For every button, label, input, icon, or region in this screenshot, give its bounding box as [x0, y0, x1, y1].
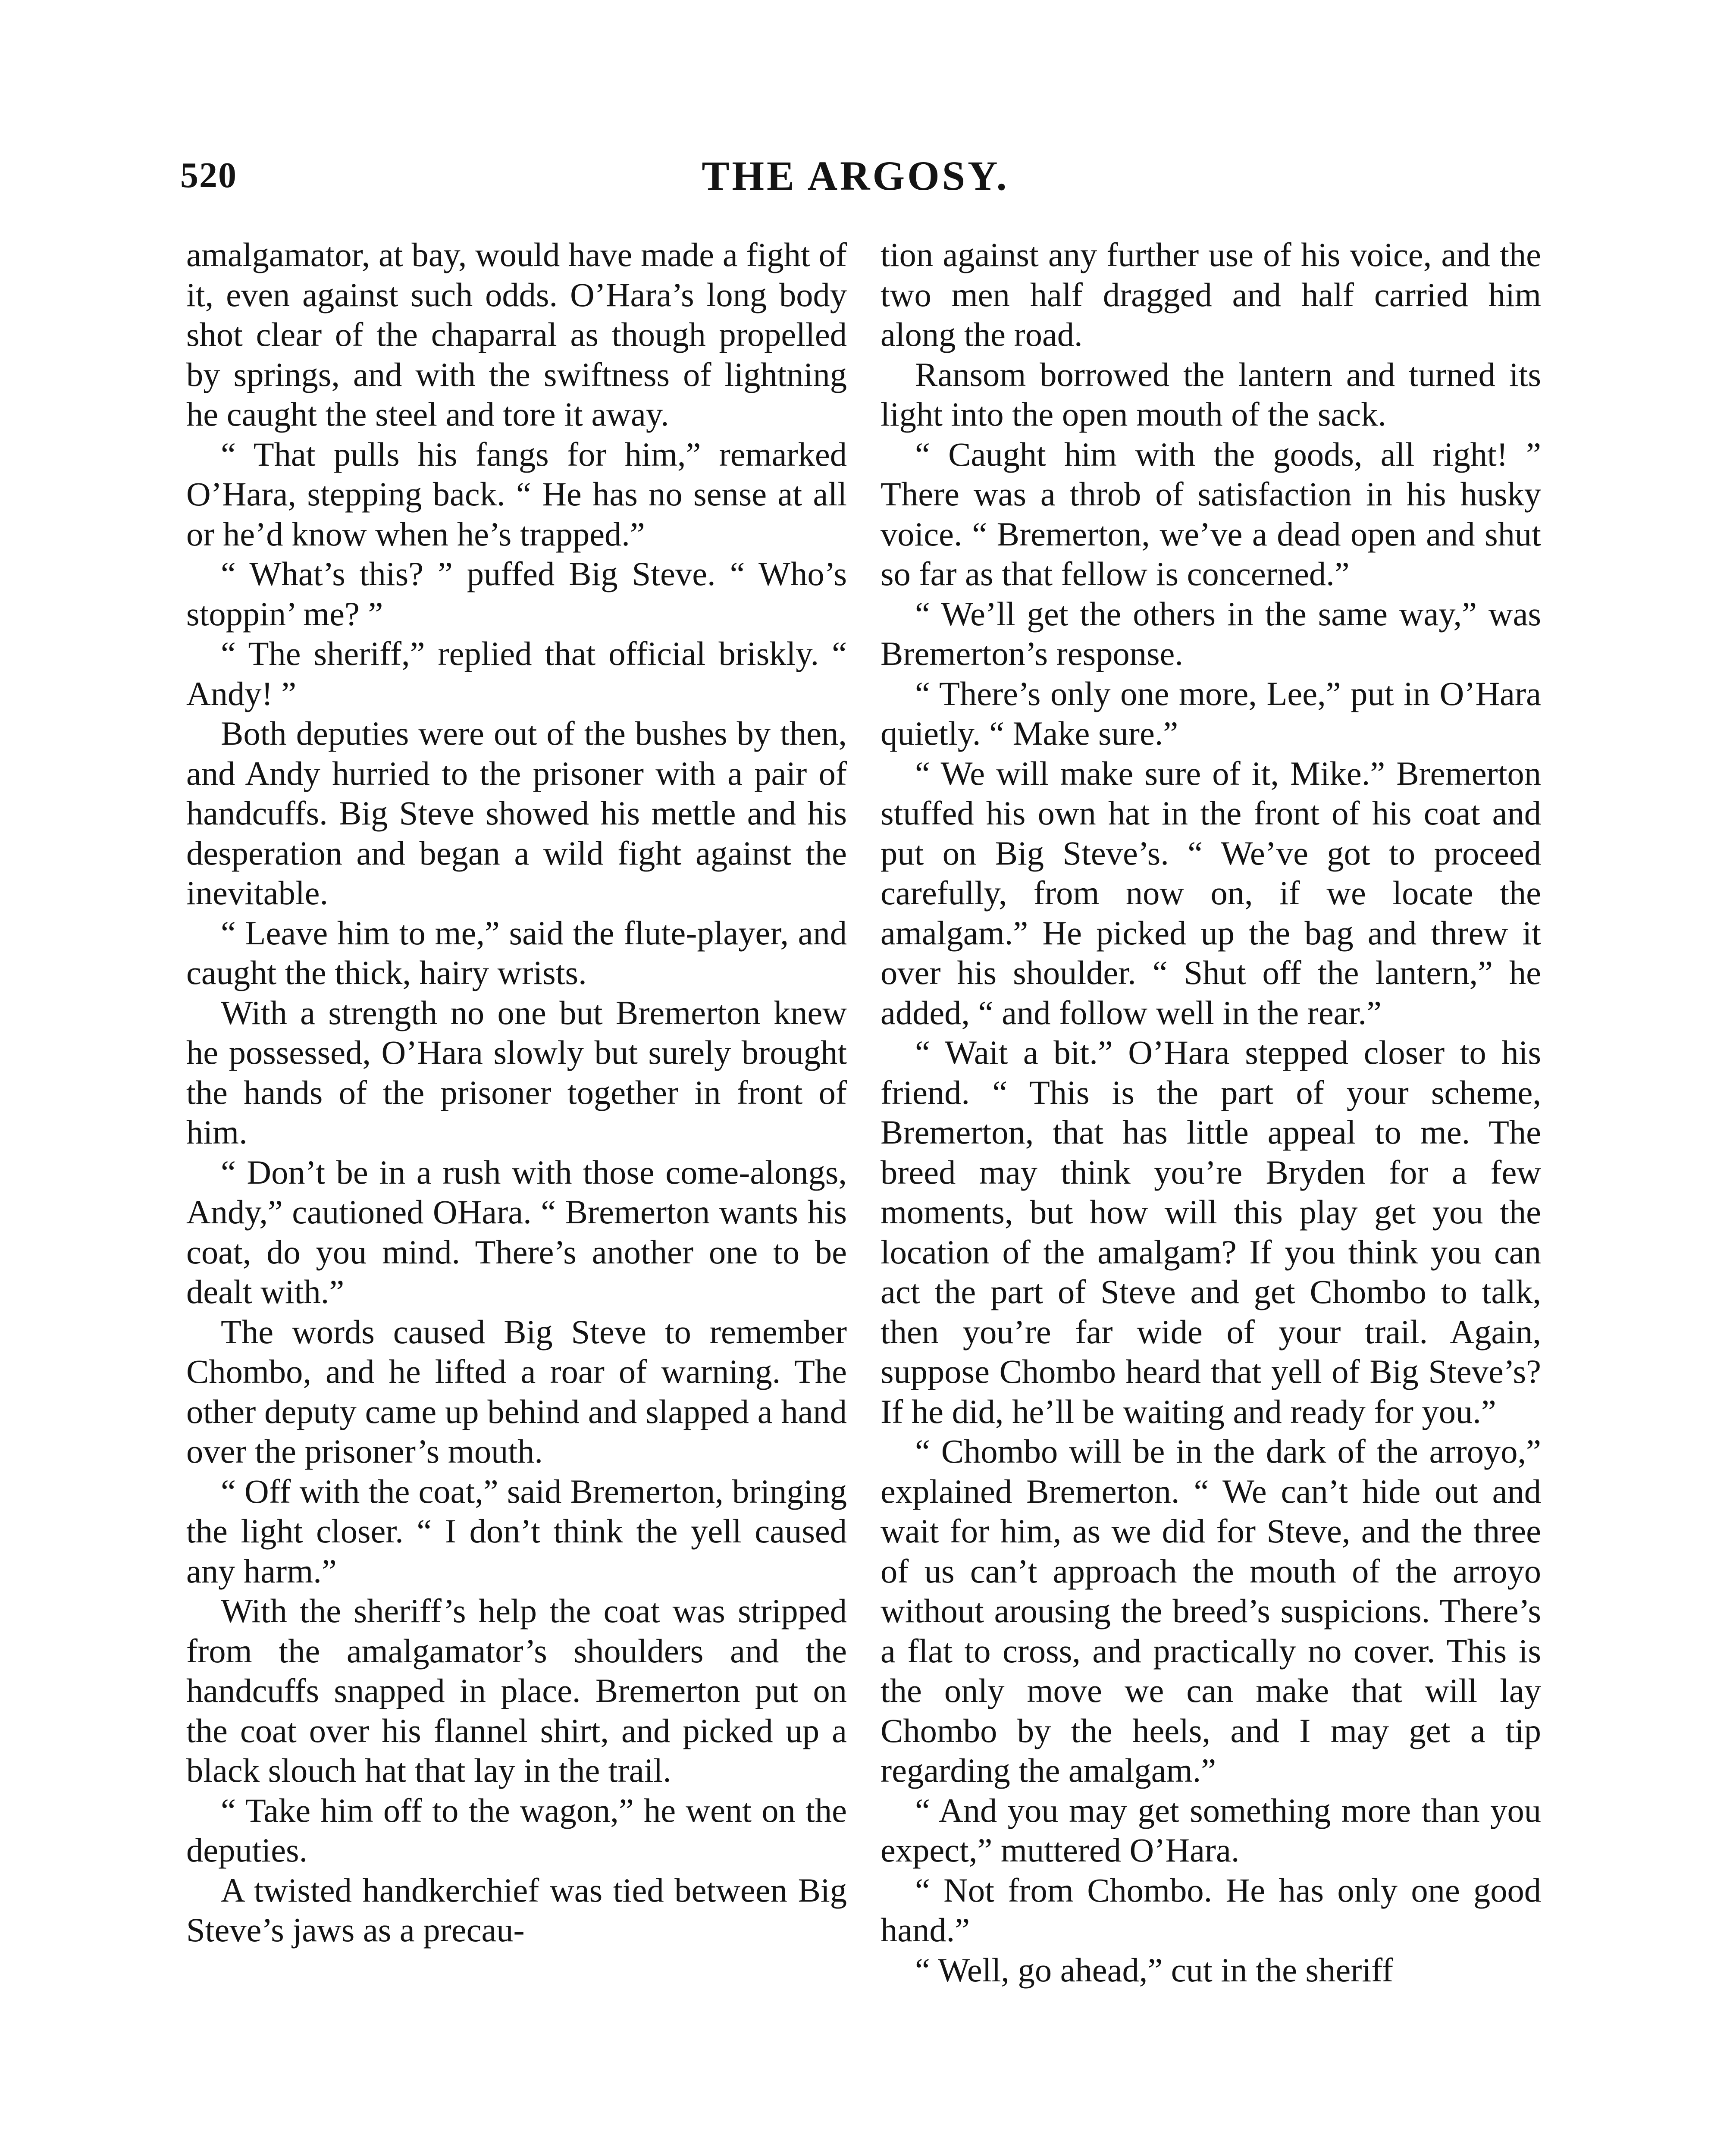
right-column	[881, 235, 1541, 1990]
paragraph: “ There’s only one more, Lee,” put in O’Hara quietly. “ Make sure.”	[881, 674, 1541, 752]
paragraph: tion against any further use of his voice, and the two men half dragged and half carried him along the road.	[881, 236, 1541, 353]
paragraph: Ransom borrowed the lantern and turned its light into the open mouth of the sack.	[881, 355, 1541, 433]
paragraph: “ Not from Chombo. He has only one good hand.”	[881, 1871, 1541, 1949]
paragraph: A twisted handkerchief was tied between Big Steve’s jaws as a precau-	[186, 1871, 847, 1949]
page-number: 520	[180, 155, 237, 195]
paragraph: Both deputies were out of the bushes by then, and Andy hurried to the prisoner with a pair of handcuffs. Big Steve showed his mettle and his desperation and began a wild fight against the inevitable.	[186, 714, 847, 912]
paragraph: “ The sheriff,” replied that official briskly. “ Andy! ”	[186, 635, 847, 712]
paragraph: “ Don’t be in a rush with those come-alongs, Andy,” cautioned OHara. “ Bremerton wants his coat, do you mind. There’s another one to be dealt with.”	[186, 1153, 847, 1310]
paragraph: “ And you may get something more than you expect,” muttered O’Hara.	[881, 1791, 1541, 1869]
left-column	[186, 235, 847, 1950]
running-title: THE ARGOSY.	[702, 153, 1009, 199]
paragraph: “ Well, go ahead,” cut in the sheriff	[915, 1951, 1394, 1989]
paragraph: “ Leave him to me,” said the flute-player, and caught the thick, hairy wrists.	[186, 914, 847, 991]
paragraph: “ Wait a bit.” O’Hara stepped closer to his friend. “ This is the part of your scheme, Bremerton, that has little appeal to me. The breed may think you’re Bryden for a few moments, but how will this play get you the location of the amalgam? If you think you can act the part of Steve and get Chombo to talk, then you’re far wide of your trail. Again, suppose Chombo heard that yell of Big Steve’s? If he did, he’ll be waiting and ready for you.”	[881, 1034, 1541, 1430]
paragraph: With a strength no one but Bremerton knew he possessed, O’Hara slowly but surely brought the hands of the prisoner together in front of him.	[186, 993, 847, 1151]
paragraph: “ What’s this? ” puffed Big Steve. “ Who’s stoppin’ me? ”	[186, 555, 847, 633]
paragraph: amalgamator, at bay, would have made a fight of it, even against such odds. O’Hara’s long body shot clear of the chaparral as though propelled by springs, and with the swiftness of lightning he caught the steel and tore it away.	[186, 236, 847, 433]
paragraph: “ We will make sure of it, Mike.” Bremerton stuffed his own hat in the front of his coat and put on Big Steve’s. “ We’ve got to proceed carefully, from now on, if we locate the amalgam.” He picked up the bag and threw it over his shoulder. “ Shut off the lantern,” he added, “ and follow well in the rear.”	[881, 754, 1541, 1031]
paragraph: The words caused Big Steve to remember Chombo, and he lifted a roar of warning. The other deputy came up behind and slapped a hand over the prisoner’s mouth.	[186, 1313, 847, 1470]
paragraph: With the sheriff’s help the coat was stripped from the amalgamator’s shoulders and the handcuffs snapped in place. Bremerton put on the coat over his flannel shirt, and picked up a black slouch hat that lay in the trail.	[186, 1592, 847, 1789]
paragraph: “ Chombo will be in the dark of the arroyo,” explained Bremerton. “ We can’t hide out and wait for him, as we did for Steve, and the three of us can’t approach the mouth of the arroyo without arousing the breed’s suspicions. There’s a flat to cross, and practically no cover. This is the only move we can make that will lay Chombo by the heels, and I may get a tip regarding the amalgam.”	[881, 1432, 1541, 1789]
paragraph: “ We’ll get the others in the same way,” was Bremerton’s response.	[881, 595, 1541, 672]
paragraph: “ That pulls his fangs for him,” remarked O’Hara, stepping back. “ He has no sense at all or he’d know when he’s trapped.”	[186, 435, 847, 553]
paragraph: “ Off with the coat,” said Bremerton, bringing the light closer. “ I don’t think the yell caused any harm.”	[186, 1472, 847, 1590]
paragraph: “ Caught him with the goods, all right! ” There was a throb of satisfaction in his husky voice. “ Bremerton, we’ve a dead open and shut so far as that fellow is concerned.”	[881, 435, 1541, 592]
paragraph: “ Take him off to the wagon,” he went on the deputies.	[186, 1791, 847, 1869]
